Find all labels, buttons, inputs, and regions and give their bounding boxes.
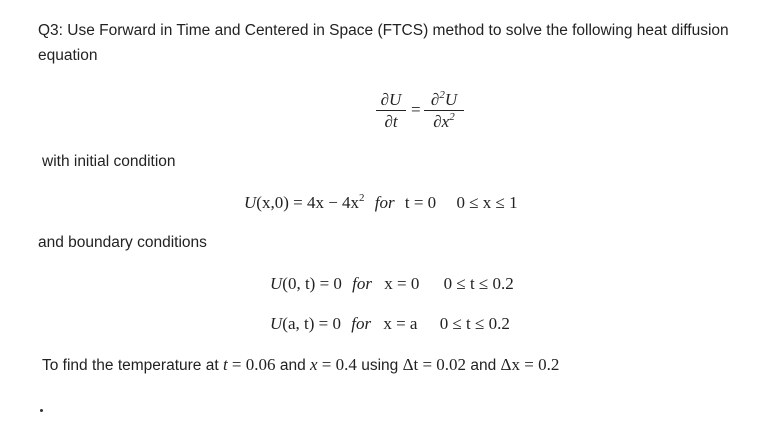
pde-rhs-numerator: ∂$^2$U [430,89,458,109]
fraction-bar [424,110,464,111]
question-line-1: Q3: Use Forward in Time and Centered in Space (FTCS) method to solve the following heat diffusion [38,22,729,39]
question-line-2: equation [38,47,98,64]
boundary-condition-label: and boundary conditions [38,234,207,251]
fraction-bar [376,110,406,111]
stray-dot [40,409,43,412]
task-statement: To find the temperature at t = 0.06 and x = 0.4 using Δt = 0.02 and Δx = 0.2 [42,355,560,374]
pde-lhs-numerator: ∂U [380,90,402,109]
initial-condition-label: with initial condition [42,153,176,170]
boundary-condition-1: U(0, t) = 0 for x = 0 0 ≤ t ≤ 0.2 [270,274,514,293]
boundary-condition-2: U(a, t) = 0 for x = a 0 ≤ t ≤ 0.2 [270,314,510,333]
pde-equals: = [411,100,421,119]
pde-rhs-denominator: $\partial x^2$ [433,111,455,131]
pde-rhs-fraction [424,90,464,131]
initial-condition-equation: $U(x,0) = 4x - 4x^2$ for t = 0 0 ≤ x ≤ 1 [244,192,518,212]
pde-lhs-fraction [376,90,406,131]
pde-lhs-denominator: ∂t [384,112,398,131]
